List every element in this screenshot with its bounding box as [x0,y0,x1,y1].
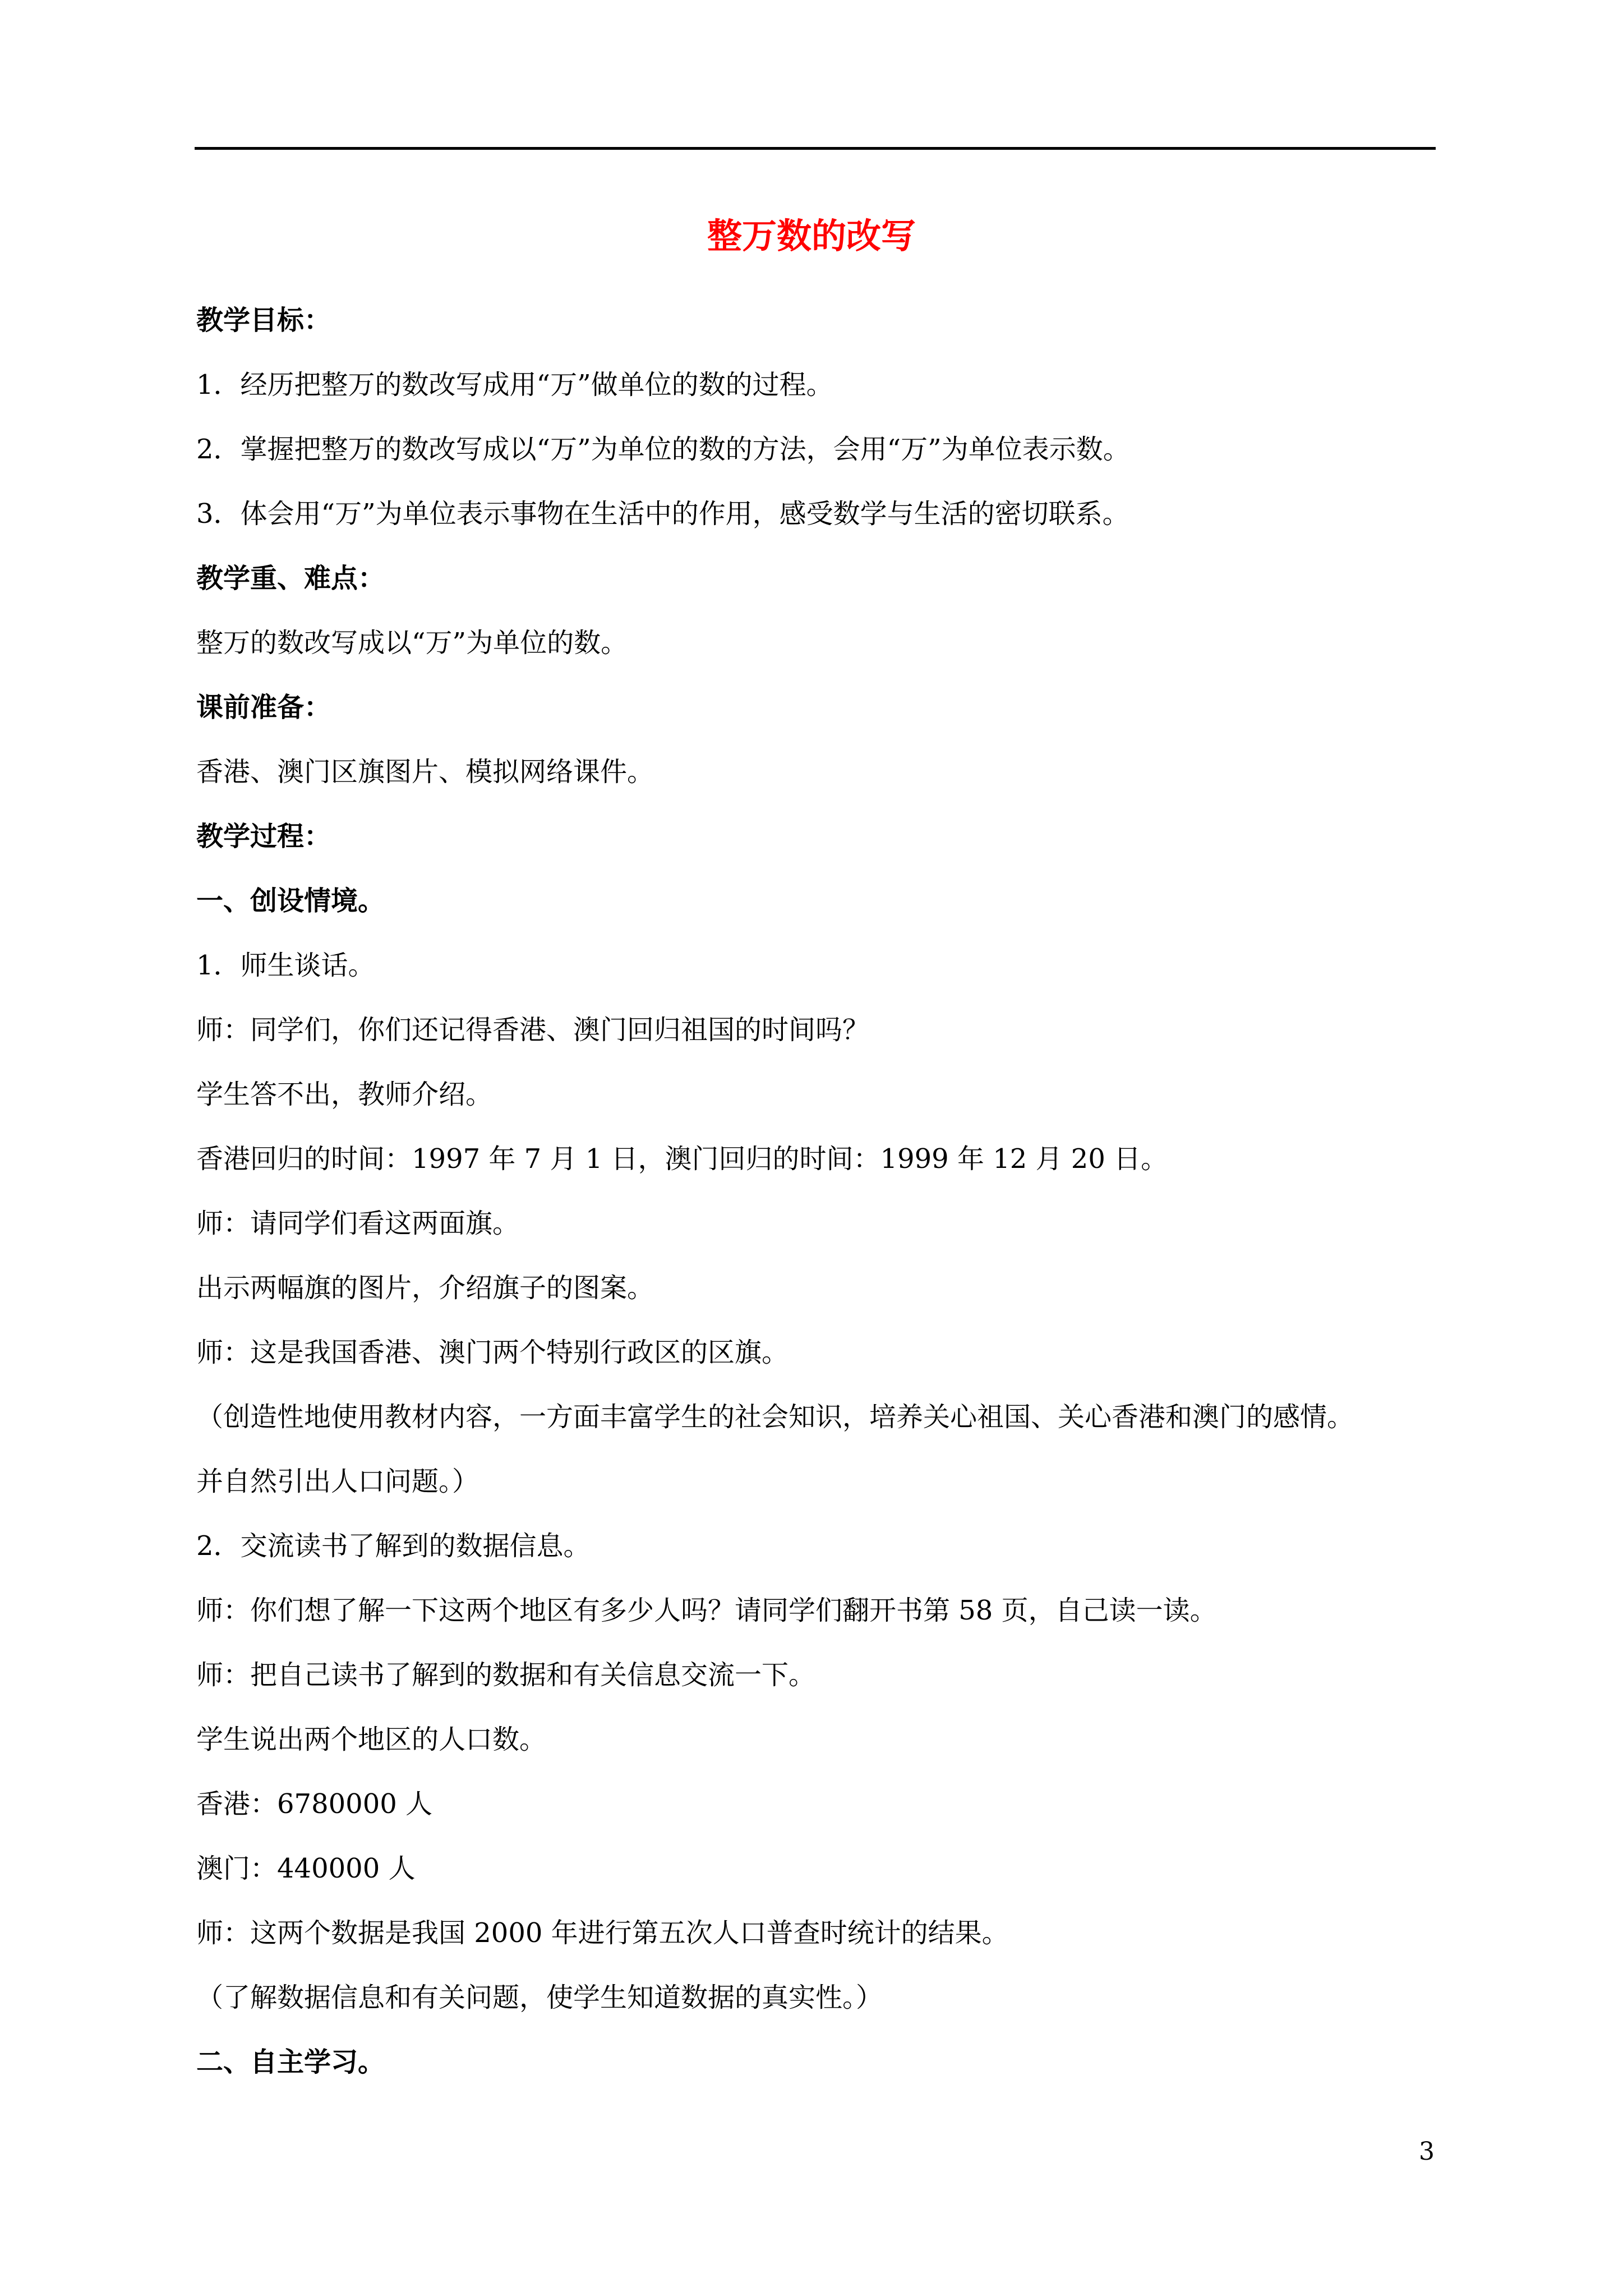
body-line: 师：这是我国香港、澳门两个特别行政区的区旗。 [196,1337,789,1368]
body-line: 1．师生谈话。 [196,950,375,981]
body-line: 师：请同学们看这两面旗。 [196,1208,520,1239]
body-line: 3．体会用“万”为单位表示事物在生活中的作用，感受数学与生活的密切联系。 [196,498,1129,530]
body-line: 师：这两个数据是我国 2000 年进行第五次人口普查时统计的结果。 [196,1917,1009,1949]
body-line: 1．经历把整万的数改写成用“万”做单位的数的过程。 [196,369,833,401]
body-line: 香港、澳门区旗图片、模拟网络课件。 [196,756,654,788]
section-heading: 二、自主学习。 [196,2046,385,2078]
body-line: 整万的数改写成以“万”为单位的数。 [196,627,628,659]
body-line: 并自然引出人口问题。） [196,1466,479,1497]
body-line: 师：同学们，你们还记得香港、澳门回归祖国的时间吗？ [196,1014,870,1046]
section-heading: 教学重、难点： [196,563,385,594]
body-line: （创造性地使用教材内容，一方面丰富学生的社会知识，培养关心祖国、关心香港和澳门的感情。 [196,1401,1354,1433]
header-rule [195,147,1436,150]
body-line: 香港：6780000 人 [196,1788,433,1820]
section-heading: 教学目标： [196,305,331,336]
document-body [196,301,1430,2107]
body-line: 师：你们想了解一下这两个地区有多少人吗？请同学们翻开书第 58 页，自己读一读。 [196,1595,1217,1626]
body-line: 香港回归的时间：1997 年 7 月 1 日，澳门回归的时间：1999 年 12 月 20 日。 [196,1143,1168,1175]
body-line: （了解数据信息和有关问题，使学生知道数据的真实性。） [196,1982,883,2013]
body-line: 出示两幅旗的图片，介绍旗子的图案。 [196,1272,654,1304]
body-line: 2．掌握把整万的数改写成以“万”为单位的数的方法，会用“万”为单位表示数。 [196,434,1130,465]
document-title: 整万数的改写 [707,215,916,256]
body-line: 学生说出两个地区的人口数。 [196,1724,547,1755]
section-heading: 一、创设情境。 [196,885,385,917]
body-line: 学生答不出，教师介绍。 [196,1079,493,1110]
body-line: 师：把自己读书了解到的数据和有关信息交流一下。 [196,1659,816,1691]
body-line: 2．交流读书了解到的数据信息。 [196,1530,591,1562]
section-heading: 教学过程： [196,821,331,852]
page-number: 3 [1419,2137,1435,2166]
body-line: 澳门：440000 人 [196,1853,416,1884]
section-heading: 课前准备： [196,692,331,723]
